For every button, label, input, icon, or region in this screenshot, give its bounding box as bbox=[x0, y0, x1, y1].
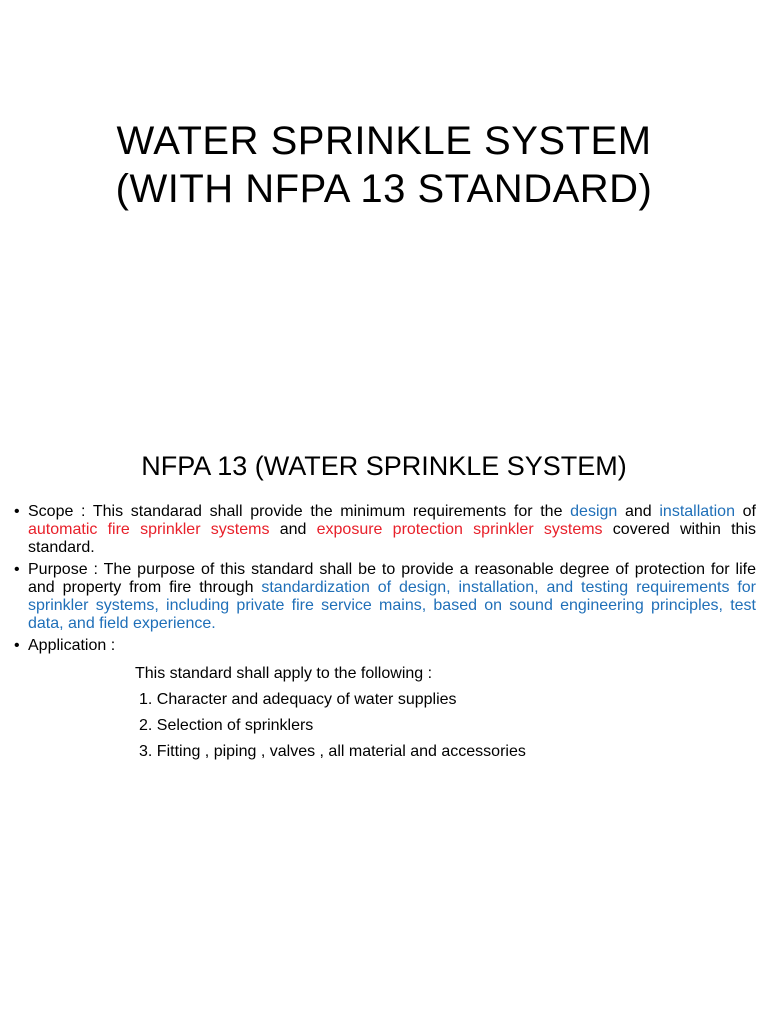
bullet-icon: • bbox=[14, 637, 20, 654]
scope-design: design bbox=[570, 503, 618, 520]
slide-title-line-2: (WITH NFPA 13 STANDARD) bbox=[115, 167, 653, 211]
list-item: 3. Fitting , piping , valves , all material and accessories bbox=[139, 743, 526, 760]
scope-text-of: of bbox=[734, 503, 756, 520]
scope-automatic-systems: automatic fire sprinkler systems bbox=[28, 521, 270, 538]
content-slide-title: NFPA 13 (WATER SPRINKLE SYSTEM) bbox=[141, 451, 627, 481]
list-item: 2. Selection of sprinklers bbox=[139, 717, 314, 734]
scope-exposure-systems: exposure protection sprinkler systems bbox=[316, 521, 603, 538]
bullet-icon: • bbox=[14, 561, 20, 578]
scope-text-end: covered within this standard. bbox=[28, 521, 757, 556]
application-bullet bbox=[14, 637, 756, 655]
scope-text: Scope : This standarad shall provide the minimum requirements for the bbox=[28, 503, 571, 520]
scope-bullet bbox=[14, 503, 756, 557]
slide-title bbox=[0, 117, 768, 213]
purpose-bullet bbox=[14, 561, 756, 633]
scope-installation: installation bbox=[659, 503, 735, 520]
scope-text-and-2: and bbox=[269, 521, 317, 538]
content-body bbox=[14, 503, 756, 765]
list-item: 1. Character and adequacy of water supplies bbox=[139, 691, 457, 708]
scope-text-and: and bbox=[617, 503, 660, 520]
slide-title-line-1: WATER SPRINKLE SYSTEM bbox=[116, 119, 652, 163]
application-label: Application : bbox=[28, 637, 116, 654]
bullet-icon: • bbox=[14, 503, 20, 520]
application-lead: This standard shall apply to the following : bbox=[135, 665, 433, 682]
purpose-highlight: standardization of design, installation, and testing requirements for sprinkler systems, including private fire service mains, based on sound engineering principles, test data, and field experience. bbox=[28, 579, 757, 632]
purpose-text: Purpose : The purpose of this standard shall be to provide a reasonable degree of protection for life and property from fire through bbox=[28, 561, 756, 596]
